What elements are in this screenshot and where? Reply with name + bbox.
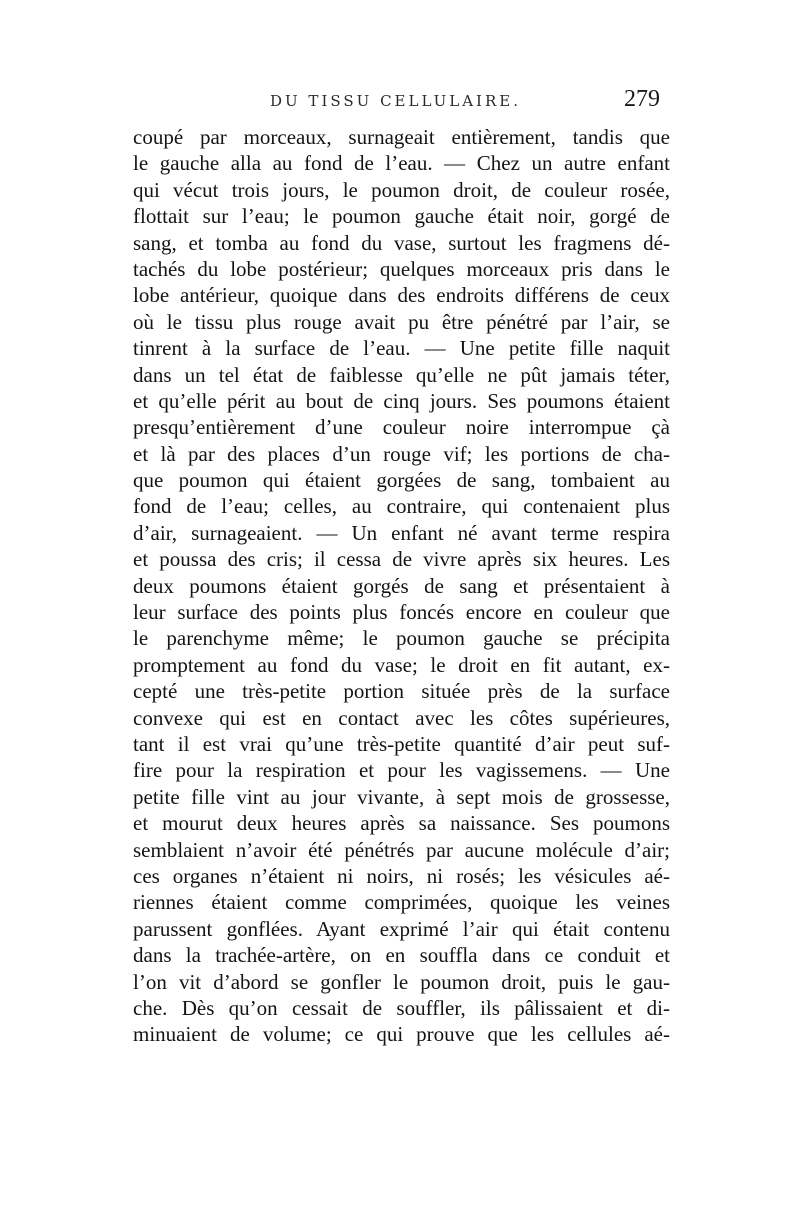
text-line: cepté une très-petite portion située près de la surface	[133, 679, 670, 704]
text-line: et mourut deux heures après sa naissance. Ses poumons	[133, 811, 670, 836]
text-line: tant il est vrai qu’une très-petite quantité d’air peut suf-	[133, 731, 670, 756]
text-line: l’on vit d’abord se gonfler le poumon droit, puis le gau-	[133, 969, 670, 994]
text-line: semblaient n’avoir été pénétrés par aucune molécule d’air;	[133, 837, 670, 862]
text-line: tinrent à la surface de l’eau. — Une petite fille naquit	[133, 336, 670, 361]
text-line: leur surface des points plus foncés encore en couleur que	[133, 600, 670, 625]
text-line: flottait sur l’eau; le poumon gauche était noir, gorgé de	[133, 204, 670, 229]
text-line: tachés du lobe postérieur; quelques morceaux pris dans le	[133, 256, 670, 281]
text-line: où le tissu plus rouge avait pu être pénétré par l’air, se	[133, 309, 670, 334]
text-line: coupé par morceaux, surnageait entièrement, tandis que	[133, 125, 670, 149]
text-line: che. Dès qu’on cessait de souffler, ils pâlissaient et di-	[133, 995, 670, 1020]
text-line: fond de l’eau; celles, au contraire, qui contenaient plus	[133, 494, 670, 519]
running-head: DU TISSU CELLULAIRE.	[270, 92, 521, 110]
text-line: que poumon qui étaient gorgées de sang, tombaient au	[133, 468, 670, 493]
text-line: parussent gonflées. Ayant exprimé l’air qui était contenu	[133, 916, 670, 941]
text-line: et poussa des cris; il cessa de vivre après six heures. Les	[133, 547, 670, 572]
text-line: et là par des places d’un rouge vif; les portions de cha-	[133, 441, 670, 466]
text-line: lobe antérieur, quoique dans des endroits différens de ceux	[133, 283, 670, 308]
text-line: deux poumons étaient gorgés de sang et présentaient à	[133, 573, 670, 598]
text-line: sang, et tomba au fond du vase, surtout les fragmens dé-	[133, 230, 670, 255]
text-line: fire pour la respiration et pour les vagissemens. — Une	[133, 758, 670, 783]
text-line: presqu’entièrement d’une couleur noire interrompue çà	[133, 415, 670, 440]
text-line: convexe qui est en contact avec les côtes supérieures,	[133, 705, 670, 730]
text-line: promptement au fond du vase; le droit en fit autant, ex-	[133, 652, 670, 677]
text-line: qui vécut trois jours, le poumon droit, de couleur rosée,	[133, 177, 670, 202]
text-line: d’air, surnageaient. — Un enfant né avant terme respira	[133, 520, 670, 545]
text-line: le gauche alla au fond de l’eau. — Chez un autre enfant	[133, 151, 670, 176]
text-line: riennes étaient comme comprimées, quoique les veines	[133, 890, 670, 915]
text-line: et qu’elle périt au bout de cinq jours. Ses poumons étaient	[133, 388, 670, 413]
text-line: ces organes n’étaient ni noirs, ni rosés; les vésicules aé-	[133, 863, 670, 888]
page-number: 279	[624, 86, 660, 112]
text-line: le parenchyme même; le poumon gauche se précipita	[133, 626, 670, 651]
text-line: dans la trachée-artère, on en souffla dans ce conduit et	[133, 943, 670, 968]
text-line: dans un tel état de faiblesse qu’elle ne pût jamais téter,	[133, 362, 670, 387]
text-line: petite fille vint au jour vivante, à sept mois de grossesse,	[133, 784, 670, 809]
text-line: minuaient de volume; ce qui prouve que les cellules aé-	[133, 1022, 670, 1047]
body-text	[133, 124, 670, 1048]
